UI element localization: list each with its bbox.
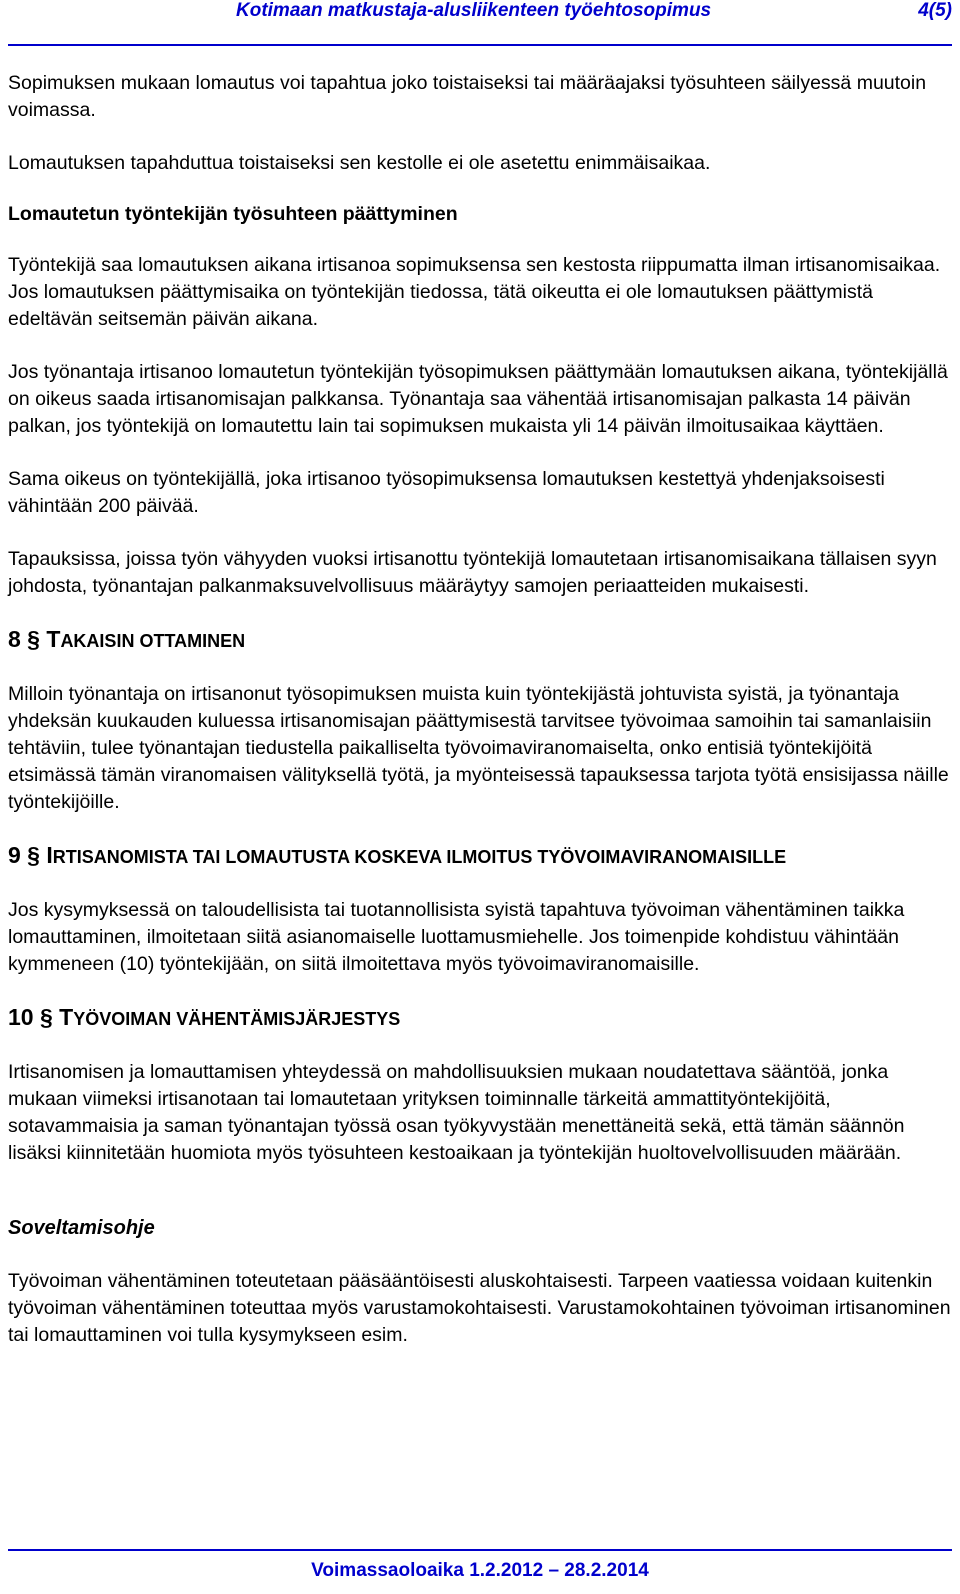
section-heading xyxy=(8,842,952,871)
subheading: Lomautetun työntekijän työsuhteen päättyminen xyxy=(8,203,458,225)
paragraph: Sopimuksen mukaan lomautus voi tapahtua joko toistaiseksi tai määräajaksi työsuhteen säilyessä muutoin voimassa. xyxy=(8,72,927,121)
page-header xyxy=(0,0,960,46)
paragraph: Sama oikeus on työntekijällä, joka irtisanoo työsopimuksensa lomautuksen kestettyä yhdenjaksoisesti vähintään 200 päivää. xyxy=(8,468,885,517)
section-title: YÖVOIMAN VÄHENTÄMISJÄRJESTYS xyxy=(73,1009,401,1029)
section-title: AKAISIN OTTAMINEN xyxy=(60,631,246,651)
section-heading xyxy=(8,626,952,655)
section-title: RTISANOMISTA TAI LOMAUTUSTA KOSKEVA ILMOITUS TYÖVOIMAVIRANOMAISILLE xyxy=(52,847,787,867)
document-title: Kotimaan matkustaja-alusliikenteen työehtosopimus xyxy=(236,0,712,21)
section-number: 9 § xyxy=(8,842,40,868)
paragraph: Työvoiman vähentäminen toteutetaan pääsääntöisesti aluskohtaisesti. Tarpeen vaatiessa voidaan kuitenkin työvoiman vähentäminen toteuttaa myös varustamokohtaisesti. Varustamokohtainen työvoiman irtisanominen tai lomauttaminen voi tulla kysymykseen esim. xyxy=(8,1270,951,1346)
page-number: 4(5) xyxy=(918,0,952,21)
paragraph: Työntekijä saa lomautuksen aikana irtisanoa sopimuksensa sen kestosta riippumatta ilman irtisanomisaikaa. Jos lomautuksen päättymisaika on työntekijän tiedossa, tätä oikeutta ei ole lomautuksen päättymistä edeltävän seitsemän päivän aikana. xyxy=(8,254,941,330)
application-guidance-heading: Soveltamisohje xyxy=(8,1217,155,1239)
document-body xyxy=(8,70,952,1349)
section-number: 10 § xyxy=(8,1004,53,1030)
footer-divider xyxy=(8,1549,952,1551)
paragraph: Milloin työnantaja on irtisanonut työsopimuksen muista kuin työntekijästä johtuvista syistä, ja työnantaja yhdeksän kuukauden kuluessa irtisanomisajan päättymisestä tarvitsee työvoimaa samoihin tai samanlaisiin tehtäviin, tulee työnantajan tiedustella paikalliselta työvoimaviranomaiselta, onko entisiä työntekijöitä etsimässä tämän viranomaisen välityksellä työtä, ja myönteisessä tapauksessa tarjota työtä ensisijassa näille työntekijöille. xyxy=(8,683,949,813)
section-title-initial: T xyxy=(46,626,61,652)
section-heading xyxy=(8,1004,952,1033)
section-number: 8 § xyxy=(8,626,40,652)
paragraph: Irtisanomisen ja lomauttamisen yhteydessä on mahdollisuuksien mukaan noudatettava sääntöä, jonka mukaan viimeksi irtisanotaan tai lomautetaan yrityksen toiminnalle tärkeitä ammattityöntekijöitä, sotavammaisia ja saman työnantajan työssä osan työkyvystään menettäneitä sekä, että tämän säännön lisäksi kiinnitetään huomiota myös työsuhteen kestoaikaan ja työntekijän huoltovelvollisuuden määrään. xyxy=(8,1061,905,1164)
section-title-initial: T xyxy=(59,1004,74,1030)
section-title-initial: I xyxy=(46,842,53,868)
header-divider xyxy=(8,44,952,46)
paragraph: Jos työnantaja irtisanoo lomautetun työntekijän työsopimuksen päättymään lomautuksen aikana, työntekijällä on oikeus saada irtisanomisajan palkkansa. Työnantaja saa vähentää irtisanomisajan palkasta 14 päivän palkan, jos työntekijä on lomautettu lain tai sopimuksen mukaista yli 14 päivän ilmoitusaikaa käyttäen. xyxy=(8,361,948,437)
paragraph: Lomautuksen tapahduttua toistaiseksi sen kestolle ei ole asetettu enimmäisaikaa. xyxy=(8,152,711,174)
paragraph: Tapauksissa, joissa työn vähyyden vuoksi irtisanottu työntekijä lomautetaan irtisanomisaikana tällaisen syyn johdosta, työnantajan palkanmaksuvelvollisuus määräytyy samojen periaatteiden mukaisesti. xyxy=(8,548,937,597)
validity-period: Voimassaoloaika 1.2.2012 – 28.2.2014 xyxy=(311,1560,649,1581)
paragraph: Jos kysymyksessä on taloudellisista tai tuotannollisista syistä tapahtuva työvoiman vähentäminen taikka lomauttaminen, ilmoitetaan siitä asianomaiselle luottamusmiehelle. Jos toimenpide kohdistuu vähintään kymmeneen (10) työntekijään, on siitä ilmoitettava myös työvoimaviranomaisille. xyxy=(8,899,905,975)
